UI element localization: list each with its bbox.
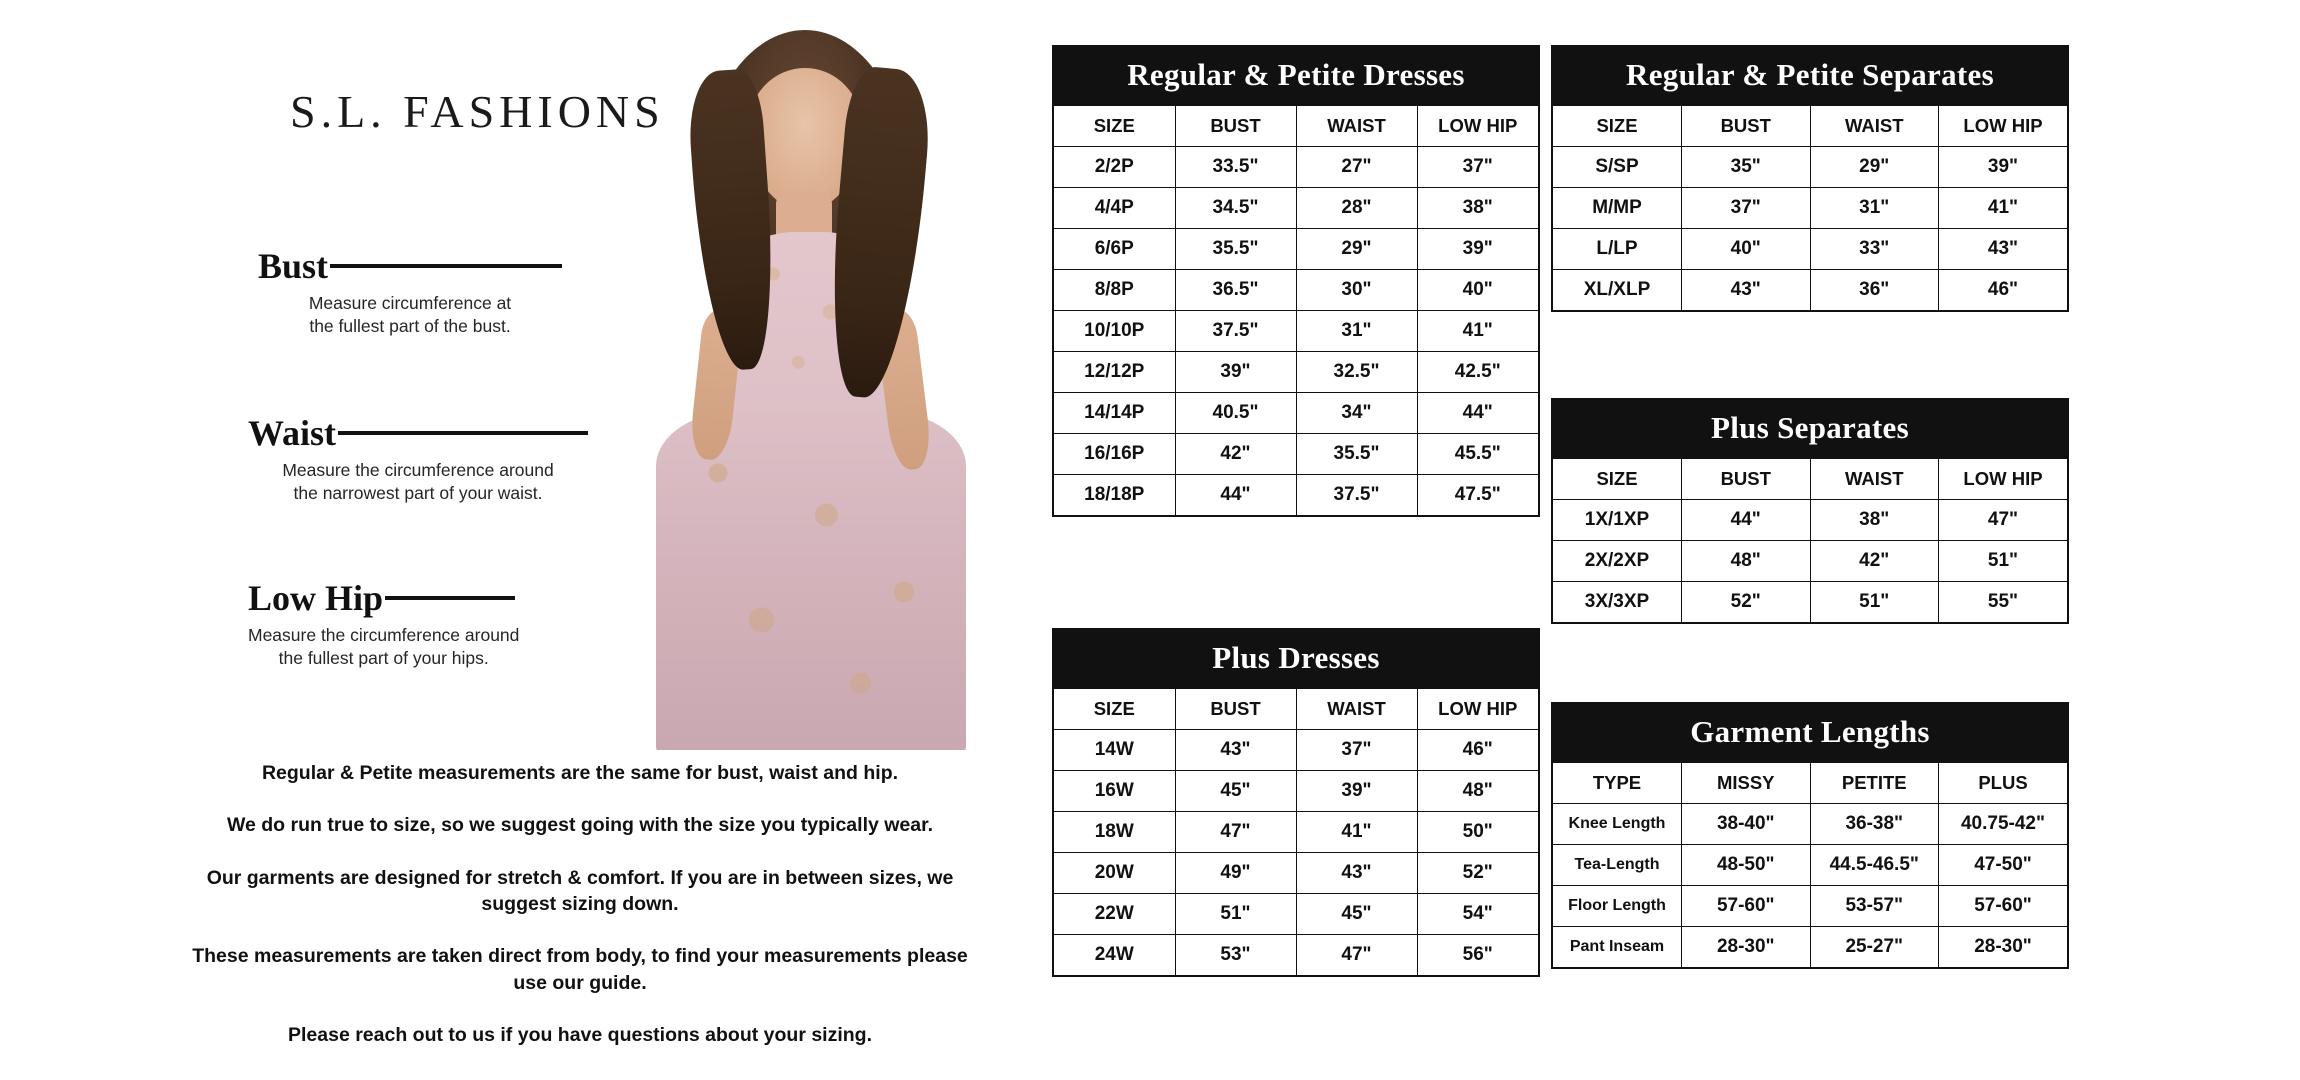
- column-header: BUST: [1175, 106, 1296, 147]
- row-label-cell: S/SP: [1553, 147, 1682, 188]
- measurement-cell: 55": [1939, 582, 2068, 623]
- sizing-note: Please reach out to us if you have questions about your sizing.: [287, 1023, 873, 1046]
- measurement-cell: 49": [1175, 853, 1296, 894]
- measurement-cell: 44.5-46.5": [1810, 845, 1939, 886]
- table-title: Plus Dresses: [1054, 630, 1538, 688]
- measurement-cell: 35.5": [1296, 434, 1417, 475]
- column-header: LOW HIP: [1417, 106, 1538, 147]
- row-label-cell: 14/14P: [1054, 393, 1175, 434]
- measurement-cell: 47": [1175, 812, 1296, 853]
- table-row: [1054, 894, 1538, 935]
- callout-low-hip-header: [248, 580, 519, 616]
- measurement-cell: 48": [1417, 771, 1538, 812]
- measurement-cell: 40": [1682, 229, 1811, 270]
- row-label-cell: 8/8P: [1054, 270, 1175, 311]
- measurement-cell: 33.5": [1175, 147, 1296, 188]
- column-header: SIZE: [1054, 689, 1175, 730]
- column-header: PLUS: [1939, 763, 2068, 804]
- row-label-cell: 3X/3XP: [1553, 582, 1682, 623]
- column-header: WAIST: [1296, 106, 1417, 147]
- measurement-cell: 34": [1296, 393, 1417, 434]
- measurement-cell: 45.5": [1417, 434, 1538, 475]
- table-row: [1553, 845, 2067, 886]
- measurement-cell: 44": [1417, 393, 1538, 434]
- row-label-cell: 18/18P: [1054, 475, 1175, 516]
- measurement-cell: 37.5": [1175, 311, 1296, 352]
- callout-waist-leader-line: [338, 431, 588, 435]
- measurement-cell: 47.5": [1417, 475, 1538, 516]
- callout-waist-header: [248, 415, 588, 451]
- measurement-cell: 27": [1296, 147, 1417, 188]
- measurement-cell: 37": [1296, 730, 1417, 771]
- column-header: SIZE: [1054, 106, 1175, 147]
- measurement-cell: 56": [1417, 935, 1538, 976]
- table-row: [1054, 352, 1538, 393]
- measurement-cell: 52": [1682, 582, 1811, 623]
- measurement-cell: 53": [1175, 935, 1296, 976]
- measurement-cell: 40": [1417, 270, 1538, 311]
- table-row: [1054, 812, 1538, 853]
- row-label-cell: Tea-Length: [1553, 845, 1682, 886]
- measurement-cell: 43": [1296, 853, 1417, 894]
- row-label-cell: 6/6P: [1054, 229, 1175, 270]
- callout-low-hip: [248, 580, 519, 670]
- measurement-cell: 28-30": [1939, 927, 2068, 968]
- measurement-cell: 28": [1296, 188, 1417, 229]
- column-header: LOW HIP: [1939, 459, 2068, 500]
- table-row: [1553, 188, 2067, 229]
- row-label-cell: 20W: [1054, 853, 1175, 894]
- column-header: TYPE: [1553, 763, 1682, 804]
- sizing-note: Our garments are designed for stretch & comfort. If you are in between sizes, we suggest sizing down.: [206, 866, 954, 915]
- row-label-cell: 4/4P: [1054, 188, 1175, 229]
- table-row: [1054, 311, 1538, 352]
- table-header-row: [1553, 106, 2067, 147]
- table-row: [1553, 804, 2067, 845]
- measurement-cell: 45": [1296, 894, 1417, 935]
- measurement-cell: 40.75-42": [1939, 804, 2068, 845]
- table-row: [1553, 927, 2067, 968]
- table-title: Garment Lengths: [1553, 704, 2067, 762]
- sizing-table: [1054, 688, 1538, 975]
- measurement-cell: 29": [1810, 147, 1939, 188]
- table-plus-separates: [1551, 398, 2069, 624]
- row-label-cell: XL/XLP: [1553, 270, 1682, 311]
- row-label-cell: L/LP: [1553, 229, 1682, 270]
- row-label-cell: Knee Length: [1553, 804, 1682, 845]
- measurement-cell: 36-38": [1810, 804, 1939, 845]
- table-garment-lengths: [1551, 702, 2069, 969]
- measurement-cell: 48-50": [1682, 845, 1811, 886]
- column-header: LOW HIP: [1417, 689, 1538, 730]
- measurement-cell: 40.5": [1175, 393, 1296, 434]
- column-header: MISSY: [1682, 763, 1811, 804]
- measurement-cell: 35": [1682, 147, 1811, 188]
- measurement-cell: 30": [1296, 270, 1417, 311]
- measurement-cell: 38": [1417, 188, 1538, 229]
- measurement-cell: 32.5": [1296, 352, 1417, 393]
- row-label-cell: 10/10P: [1054, 311, 1175, 352]
- row-label-cell: 16/16P: [1054, 434, 1175, 475]
- measurement-cell: 43": [1175, 730, 1296, 771]
- measurement-cell: 28-30": [1682, 927, 1811, 968]
- sizing-table: [1553, 105, 2067, 310]
- column-header: LOW HIP: [1939, 106, 2068, 147]
- measurement-cell: 31": [1296, 311, 1417, 352]
- table-header-row: [1054, 689, 1538, 730]
- column-header: WAIST: [1810, 459, 1939, 500]
- measurement-cell: 41": [1296, 812, 1417, 853]
- measurement-cell: 41": [1417, 311, 1538, 352]
- row-label-cell: 2/2P: [1054, 147, 1175, 188]
- table-header-row: [1553, 763, 2067, 804]
- measurement-cell: 31": [1810, 188, 1939, 229]
- measurement-cell: 41": [1939, 188, 2068, 229]
- sizing-table: [1054, 105, 1538, 515]
- table-regular-petite-separates: [1551, 45, 2069, 312]
- table-row: [1054, 393, 1538, 434]
- table-plus-dresses: [1052, 628, 1540, 977]
- measurement-cell: 46": [1939, 270, 2068, 311]
- callout-bust-leader-line: [330, 264, 562, 268]
- table-title: Plus Separates: [1553, 400, 2067, 458]
- table-header-row: [1054, 106, 1538, 147]
- table-row: [1054, 229, 1538, 270]
- table-row: [1553, 886, 2067, 927]
- measurement-cell: 48": [1682, 541, 1811, 582]
- measurement-cell: 43": [1939, 229, 2068, 270]
- column-header: SIZE: [1553, 106, 1682, 147]
- measurement-cell: 36.5": [1175, 270, 1296, 311]
- table-title: Regular & Petite Separates: [1553, 47, 2067, 105]
- measurement-cell: 37": [1682, 188, 1811, 229]
- column-header: PETITE: [1810, 763, 1939, 804]
- measurement-cell: 44": [1682, 500, 1811, 541]
- measurement-cell: 51": [1939, 541, 2068, 582]
- measurement-cell: 47-50": [1939, 845, 2068, 886]
- measurement-cell: 53-57": [1810, 886, 1939, 927]
- callout-bust-title: Bust: [258, 246, 329, 286]
- measurement-cell: 35.5": [1175, 229, 1296, 270]
- table-row: [1054, 147, 1538, 188]
- callout-waist: [248, 415, 588, 505]
- table-row: [1553, 541, 2067, 582]
- callout-bust-header: [258, 248, 562, 284]
- column-header: SIZE: [1553, 459, 1682, 500]
- measurement-cell: 42": [1810, 541, 1939, 582]
- callout-low-hip-description: Measure the circumference around the fullest part of your hips.: [248, 625, 520, 669]
- callout-low-hip-title: Low Hip: [248, 578, 384, 618]
- table-row: [1054, 434, 1538, 475]
- row-label-cell: 24W: [1054, 935, 1175, 976]
- row-label-cell: 2X/2XP: [1553, 541, 1682, 582]
- measurement-cell: 44": [1175, 475, 1296, 516]
- measurement-cell: 34.5": [1175, 188, 1296, 229]
- measurement-cell: 42.5": [1417, 352, 1538, 393]
- sizing-note: Regular & Petite measurements are the same for bust, waist and hip.: [261, 762, 899, 784]
- measurement-cell: 33": [1810, 229, 1939, 270]
- row-label-cell: 18W: [1054, 812, 1175, 853]
- table-header-row: [1553, 459, 2067, 500]
- table-row: [1054, 935, 1538, 976]
- sizing-notes: [180, 760, 980, 1074]
- measurement-cell: 39": [1175, 352, 1296, 393]
- table-row: [1054, 188, 1538, 229]
- table-title: Regular & Petite Dresses: [1054, 47, 1538, 105]
- measurement-cell: 39": [1939, 147, 2068, 188]
- sizing-note: We do run true to size, so we suggest going with the size you typically wear.: [226, 814, 934, 837]
- model-photo: [600, 10, 1030, 750]
- measurement-cell: 51": [1810, 582, 1939, 623]
- table-row: [1054, 270, 1538, 311]
- measurement-cell: 43": [1682, 270, 1811, 311]
- measurement-cell: 52": [1417, 853, 1538, 894]
- sizing-note: These measurements are taken direct from body, to find your measurements please use our guide.: [192, 945, 968, 994]
- callout-low-hip-leader-line: [385, 596, 515, 600]
- measurement-cell: 39": [1417, 229, 1538, 270]
- measurement-guide-panel: [0, 0, 1050, 1080]
- measurement-cell: 38": [1810, 500, 1939, 541]
- table-row: [1054, 853, 1538, 894]
- measurement-cell: 29": [1296, 229, 1417, 270]
- measurement-cell: 36": [1810, 270, 1939, 311]
- row-label-cell: 14W: [1054, 730, 1175, 771]
- row-label-cell: 12/12P: [1054, 352, 1175, 393]
- measurement-cell: 57-60": [1682, 886, 1811, 927]
- measurement-cell: 37": [1417, 147, 1538, 188]
- brand-logo: S.L. FASHIONS: [290, 86, 665, 137]
- measurement-cell: 38-40": [1682, 804, 1811, 845]
- measurement-cell: 39": [1296, 771, 1417, 812]
- measurement-cell: 42": [1175, 434, 1296, 475]
- callout-bust-description: Measure circumference at the fullest part of the bust.: [308, 293, 512, 337]
- callout-waist-description: Measure the circumference around the narrowest part of your waist.: [282, 460, 554, 504]
- measurement-cell: 47": [1939, 500, 2068, 541]
- sizing-table: [1553, 458, 2067, 622]
- row-label-cell: 22W: [1054, 894, 1175, 935]
- sizing-table: [1553, 762, 2067, 967]
- table-row: [1553, 147, 2067, 188]
- measurement-cell: 25-27": [1810, 927, 1939, 968]
- measurement-cell: 45": [1175, 771, 1296, 812]
- measurement-cell: 51": [1175, 894, 1296, 935]
- column-header: WAIST: [1296, 689, 1417, 730]
- row-label-cell: M/MP: [1553, 188, 1682, 229]
- measurement-cell: 54": [1417, 894, 1538, 935]
- column-header: BUST: [1682, 459, 1811, 500]
- table-regular-petite-dresses: [1052, 45, 1540, 517]
- measurement-cell: 50": [1417, 812, 1538, 853]
- table-row: [1054, 475, 1538, 516]
- measurement-cell: 47": [1296, 935, 1417, 976]
- table-row: [1553, 270, 2067, 311]
- callout-bust: [258, 248, 562, 338]
- table-row: [1553, 229, 2067, 270]
- callout-waist-title: Waist: [248, 413, 337, 453]
- measurement-cell: 46": [1417, 730, 1538, 771]
- row-label-cell: Pant Inseam: [1553, 927, 1682, 968]
- measurement-cell: 37.5": [1296, 475, 1417, 516]
- table-row: [1553, 500, 2067, 541]
- column-header: BUST: [1682, 106, 1811, 147]
- column-header: WAIST: [1810, 106, 1939, 147]
- table-row: [1054, 730, 1538, 771]
- row-label-cell: 1X/1XP: [1553, 500, 1682, 541]
- table-row: [1054, 771, 1538, 812]
- table-row: [1553, 582, 2067, 623]
- measurement-cell: 57-60": [1939, 886, 2068, 927]
- row-label-cell: Floor Length: [1553, 886, 1682, 927]
- row-label-cell: 16W: [1054, 771, 1175, 812]
- column-header: BUST: [1175, 689, 1296, 730]
